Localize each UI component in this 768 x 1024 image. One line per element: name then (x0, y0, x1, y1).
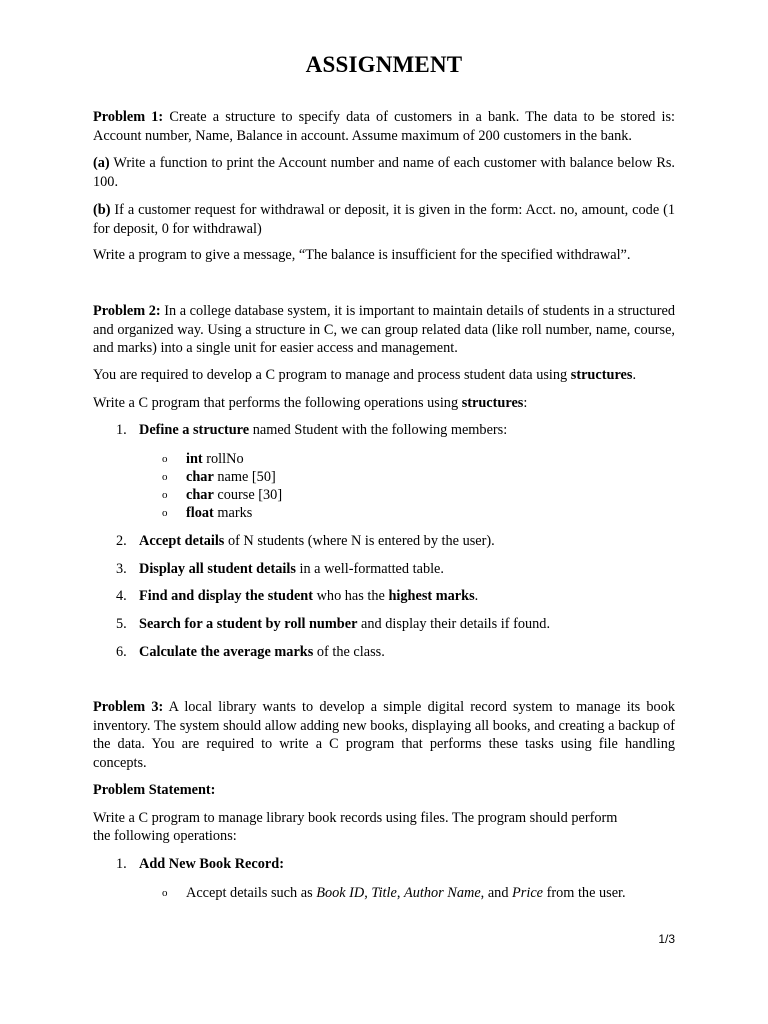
accept-suffix: from the user. (543, 885, 626, 901)
step-number: 2. (116, 533, 127, 549)
step-bold: Display all student details (139, 561, 296, 577)
step-text-2: . (474, 588, 479, 604)
member-type: int (186, 451, 203, 467)
step-bold: Calculate the average marks (139, 644, 314, 660)
problem1-message-line: Write a program to give a message, “The balance is insufficient for the specified withdrawal”. (93, 247, 631, 263)
member-name: name [50] (213, 469, 276, 485)
step-item (139, 587, 679, 606)
step-number: 5. (116, 616, 127, 632)
problem3-heading: Problem 3: (93, 699, 164, 715)
problem1-heading: Problem 1: (93, 109, 164, 125)
separator: , and (480, 885, 513, 901)
step-item (139, 560, 679, 579)
step-text: in a well-formatted table. (295, 561, 444, 577)
member-type: char (186, 469, 214, 485)
bullet-icon: o (162, 887, 168, 899)
problem-statement-label: Problem Statement: (93, 782, 216, 798)
problem2-intro (93, 302, 675, 358)
page-title: ASSIGNMENT (305, 52, 463, 77)
step-text: of N students (where N is entered by the user). (224, 533, 495, 549)
separator: , (364, 885, 372, 901)
problem1-intro (93, 108, 675, 145)
step-bold: Add New Book Record: (139, 856, 284, 872)
step-item (139, 615, 679, 634)
part-a-text: Write a function to print the Account number and name of each customer with balance below Rs. 100. (93, 155, 675, 190)
step-bold: Search for a student by roll number (139, 616, 358, 632)
problem2-requirement (93, 366, 675, 385)
step-text: who has the (313, 588, 389, 604)
member-name: rollNo (202, 451, 244, 467)
write-bold: structures (461, 395, 524, 411)
problem1-part-a (93, 154, 675, 191)
struct-member (186, 504, 252, 523)
field-book-id: Book ID (316, 885, 365, 901)
bullet-icon: o (162, 489, 168, 501)
field-price: Price (512, 885, 544, 901)
step-bold-2: highest marks (388, 588, 475, 604)
part-b-text: If a customer request for withdrawal or deposit, it is given in the form: Acct. no, amount, code (1 for deposit, 0 for withdrawal) (93, 202, 675, 237)
problem3-intro-text: A local library wants to develop a simple digital record system to manage its book inventory. The system should allow adding new books, displaying all books, and creating a backup of the data. You are required to write a C program that performs these tasks using file handling concepts. (93, 699, 675, 771)
req-bold: structures (570, 367, 633, 383)
problem2-write-line (93, 394, 675, 413)
step-text: named Student with the following members: (249, 422, 508, 438)
separator: , (396, 885, 405, 901)
problem-statement-line2: the following operations: (93, 828, 237, 844)
problem-statement-line1: Write a C program to manage library book records using files. The program should perform (93, 810, 618, 826)
write-prefix: Write a C program that performs the following operations using (93, 395, 462, 411)
problem1-intro-text: Create a structure to specify data of customers in a bank. The data to be stored is: Account number, Name, Balance in account. Assume maximum of 200 customers in the bank. (93, 109, 675, 144)
problem1-part-b (93, 201, 675, 238)
step-item (139, 421, 679, 440)
bullet-icon: o (162, 507, 168, 519)
bullet-icon: o (162, 453, 168, 465)
step-text: of the class. (313, 644, 385, 660)
req-suffix: . (632, 367, 637, 383)
step-number: 6. (116, 644, 127, 660)
part-a-label: (a) (93, 155, 110, 171)
problem3-intro (93, 698, 675, 772)
step-number: 1. (116, 856, 127, 872)
step-number: 3. (116, 561, 127, 577)
member-type: float (186, 505, 214, 521)
bullet-icon: o (162, 471, 168, 483)
book-fields-line (186, 884, 626, 903)
field-title: Title (371, 885, 397, 901)
struct-member (186, 468, 276, 487)
accept-prefix: Accept details such as (186, 885, 317, 901)
write-suffix: : (523, 395, 528, 411)
problem2-heading: Problem 2: (93, 303, 161, 319)
step-bold: Define a structure (139, 422, 250, 438)
step-item (139, 643, 679, 662)
member-name: course [30] (213, 487, 283, 503)
part-b-label: (b) (93, 202, 111, 218)
member-name: marks (213, 505, 253, 521)
step-number: 4. (116, 588, 127, 604)
step-item (139, 855, 679, 874)
step-bold: Find and display the student (139, 588, 314, 604)
problem2-intro-text: In a college database system, it is important to maintain details of students in a structured and organized way. Using a structure in C, we can group related data (like roll number, name, course, and marks) into a single unit for easier access and management. (93, 303, 676, 356)
step-number: 1. (116, 422, 127, 438)
struct-member (186, 450, 244, 469)
field-author-name: Author Name (404, 885, 481, 901)
step-text: and display their details if found. (357, 616, 551, 632)
req-prefix: You are required to develop a C program to manage and process student data using (93, 367, 571, 383)
struct-member (186, 486, 282, 505)
member-type: char (186, 487, 214, 503)
step-bold: Accept details (139, 533, 225, 549)
step-item (139, 532, 679, 551)
page-number: 1/3 (658, 932, 675, 946)
problem-statement-heading (93, 781, 675, 800)
